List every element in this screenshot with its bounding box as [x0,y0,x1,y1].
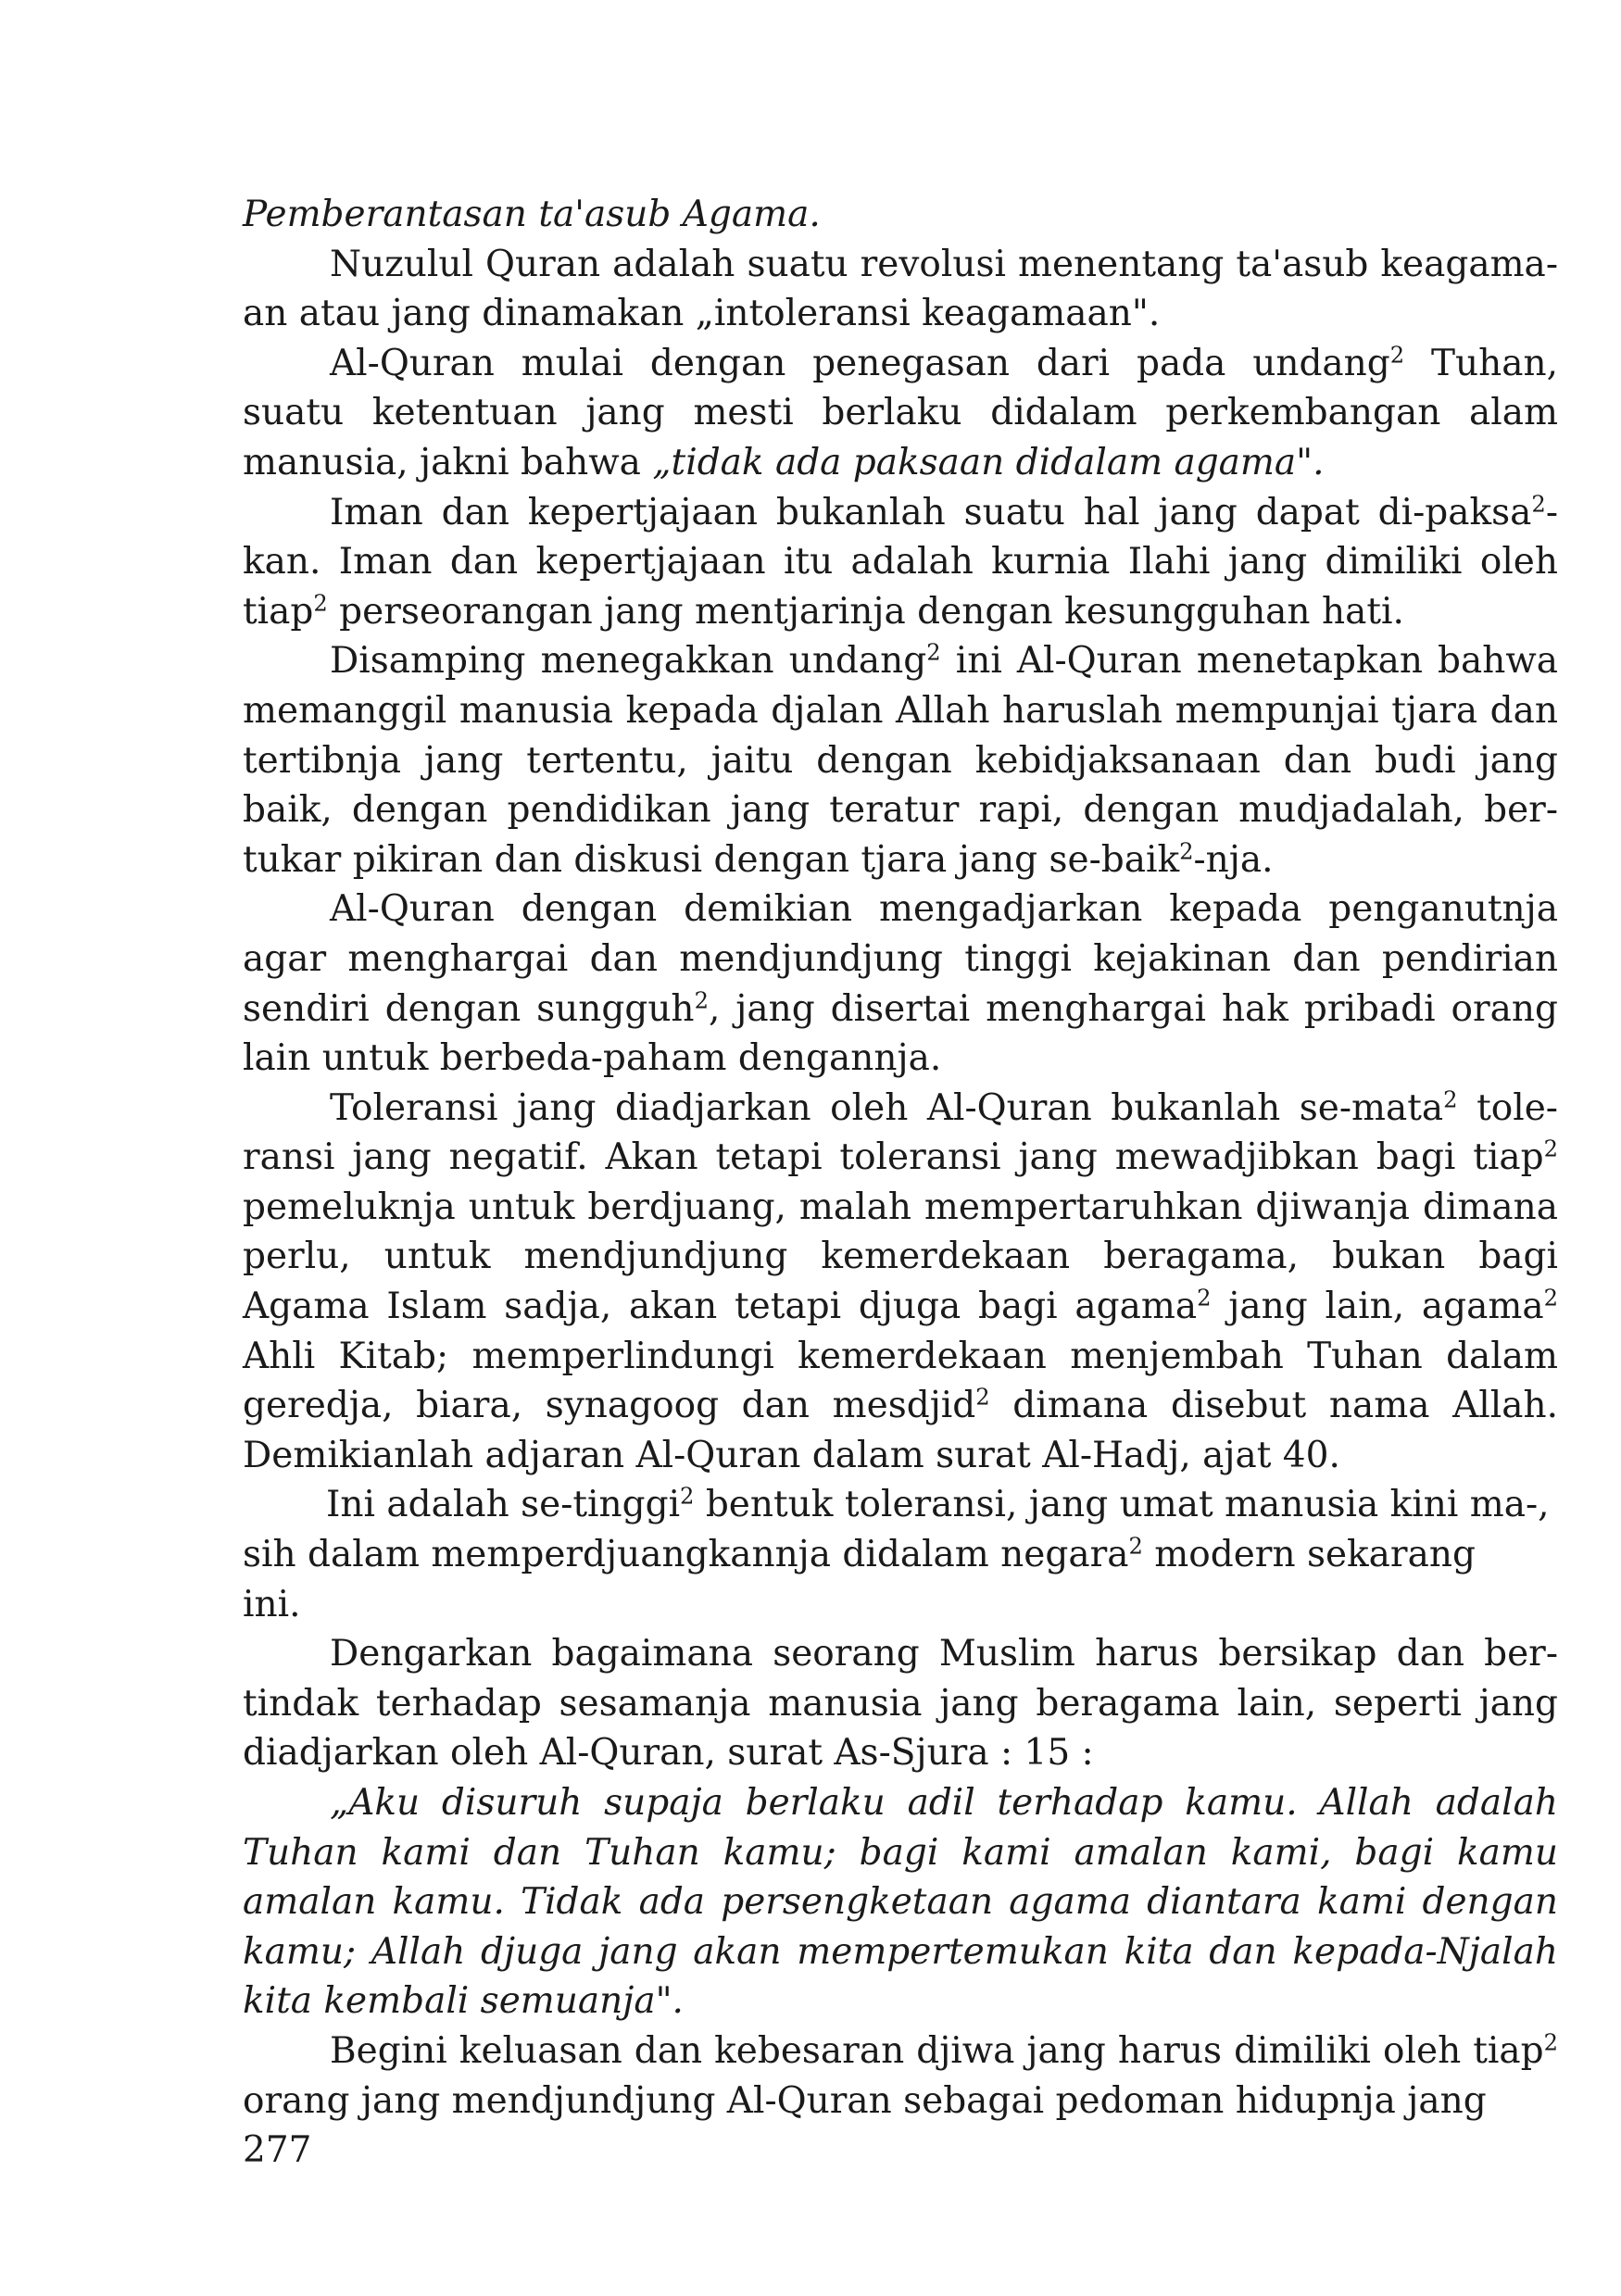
page-number: 277 [243,2129,312,2172]
text-span: perseorangan jang mentjarinja dengan kesungguhan hati. [327,590,1404,633]
superscript: 2 [1443,1086,1458,1113]
superscript: 2 [1531,491,1546,518]
text-span: pemeluknja untuk berdjuang, malah mempertaruhkan djiwanja dimana perlu, untuk mendjundjung kemerdekaan beragama, bukan bagi Agama Islam sadja, akan tetapi djuga bagi agama [243,1186,1558,1328]
superscript: 2 [694,987,709,1014]
text-span: Tuhan, suatu ketentuan jang mesti berlaku didalam perkembangan alam manusia, jakni bahwa [243,342,1558,483]
paragraph-1: Nuzulul Quran adalah suatu revolusi menentang ta'asub keagamaan atau jang dinamakan „intoleransi keagamaan". [243,243,1558,335]
text-span: jang lain, agama [1211,1286,1544,1328]
text-span: Al-Quran mulai dengan penegasan dari pada undang [330,342,1390,384]
text-span: -kan. Iman dan kepertjajaan itu adalah kurnia Ilahi jang dimiliki oleh tiap [243,491,1558,633]
superscript: 2 [1543,1135,1558,1162]
text-span: ini. [243,1583,301,1625]
text-span: Toleransi jang diadjarkan oleh Al-Quran bukanlah se-mata [330,1086,1444,1129]
text-span: Al-Quran dengan demikian mengadjarkan kepada penganutnja agar menghargai dan mendjundjung tinggi kejakinan dan pendirian sendiri dengan sungguh [243,888,1558,1030]
superscript: 2 [975,1384,990,1411]
paragraph-2 [243,339,1558,488]
paragraph-4 [243,636,1558,885]
text-span: Begini keluasan dan kebesaran djiwa jang harus dimiliki oleh tiap [330,2029,1544,2072]
superscript: 2 [926,640,941,667]
paragraph-6 [243,1084,1558,1481]
paragraph-7 [243,1480,1558,1629]
book-page [243,190,1558,2176]
superscript: 2 [1179,838,1194,865]
quotation: „Aku disuruh supaja berlaku adil terhadap kamu. Allah adalah Tuhan kami dan Tuhan kamu; bagi kami amalan kami, bagi kamu amalan kamu. Tidak ada persengketaan agama diantara kami dengan kamu; Allah djuga jang akan mempertemukan kita dan kepada-Njalah kita kembali semuanja". [243,1782,1558,2023]
superscript: 2 [1197,1285,1212,1311]
superscript: 2 [1128,1533,1143,1560]
superscript: 2 [1389,342,1405,369]
paragraph-3 [243,488,1558,637]
text-span: toleransi jang negatif. Akan tetapi toleransi jang mewadjibkan bagi tiap [243,1086,1558,1179]
text-span: Ini adalah se-tinggi [326,1484,681,1526]
text-span: Disamping menegakkan undang [330,640,927,683]
paragraph-9 [243,2026,1558,2126]
paragraph-5 [243,885,1558,1083]
text-span: bentuk toleransi, jang umat manusia kini ma-, [694,1484,1550,1526]
text-span: -nja. [1193,838,1274,881]
text-span: ini Al-Quran menetapkan bahwa memanggil manusia kepada djalan Allah haruslah mempunjai tjara dan tertibnja jang tertentu, jaitu dengan kebidjaksanaan dan budi jang baik, dengan pendidikan jang teratur rapi, dengan mudjadalah, bertukar pikiran dan diskusi dengan tjara jang se-baik [243,640,1558,881]
paragraph-8: Dengarkan bagaimana seorang Muslim harus bersikap dan bertindak terhadap sesamanja manusia jang beragama lain, seperti jang diadjarkan oleh Al-Quran, surat As-Sjura : 15 : [243,1633,1558,1775]
text-span: dimana disebut nama Allah. Demikianlah adjaran Al-Quran dalam surat Al-Hadj, ajat 40. [243,1385,1558,1476]
text-span: orang jang mendjundjung Al-Quran sebagai pedoman hidupnja jang [243,2079,1487,2122]
italic-phrase: „tidak ada paksaan didalam agama". [652,441,1325,483]
text-span: modern sekarang [1142,1534,1476,1576]
superscript: 2 [1543,2029,1558,2056]
text-span: Iman dan kepertjajaan bukanlah suatu hal jang dapat di-paksa [330,491,1532,533]
section-heading: Pemberantasan ta'asub Agama. [243,194,821,235]
text-span: Ahli Kitab; memperlindungi kemerdekaan menjembah Tuhan dalam geredja, biara, synagoog dan mesdjid [243,1335,1558,1427]
superscript: 2 [680,1484,695,1511]
text-span: , jang disertai menghargai hak pribadi orang lain untuk berbeda-paham dengannja. [243,987,1558,1080]
text-span: sih dalam memperdjuangkannja didalam negara [243,1534,1129,1576]
superscript: 2 [313,590,328,617]
superscript: 2 [1543,1285,1559,1311]
